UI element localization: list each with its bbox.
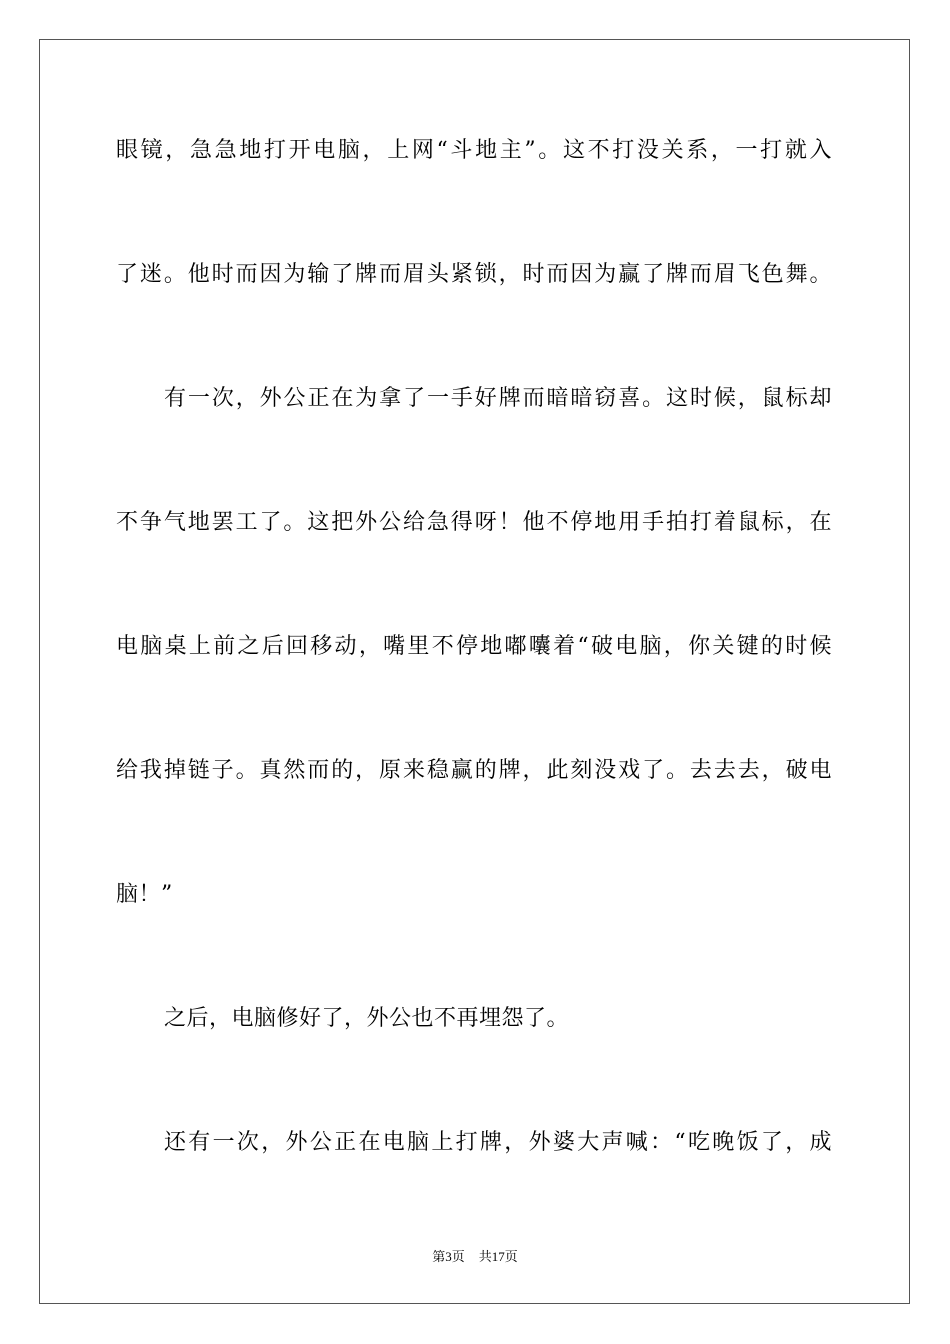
text-line: 给我掉链子。真然而的，原来稳赢的牌，此刻没戏了。去去去，破电	[116, 758, 832, 783]
page-number: 第3页	[432, 1249, 465, 1264]
text-line-paragraph-start: 有一次，外公正在为拿了一手好牌而暗暗窃喜。这时候，鼠标却	[164, 386, 832, 411]
text-line: 电脑桌上前之后回移动，嘴里不停地嘟囔着“破电脑，你关键的时候	[116, 634, 832, 659]
page-border	[39, 39, 910, 1304]
text-line-paragraph-end: 脑！”	[116, 882, 173, 907]
text-line: 了迷。他时而因为输了牌而眉头紧锁，时而因为赢了牌而眉飞色舞。	[116, 262, 832, 287]
page-footer	[0, 1248, 950, 1266]
page-total: 共17页	[478, 1249, 518, 1264]
text-line-paragraph: 之后，电脑修好了，外公也不再埋怨了。	[164, 1006, 570, 1031]
text-line: 眼镜，急急地打开电脑，上网“斗地主”。这不打没关系，一打就入	[116, 138, 832, 163]
text-line: 不争气地罢工了。这把外公给急得呀！他不停地用手拍打着鼠标，在	[116, 510, 832, 535]
text-line-paragraph-start: 还有一次，外公正在电脑上打牌，外婆大声喊：“吃晚饭了，成	[164, 1130, 832, 1155]
